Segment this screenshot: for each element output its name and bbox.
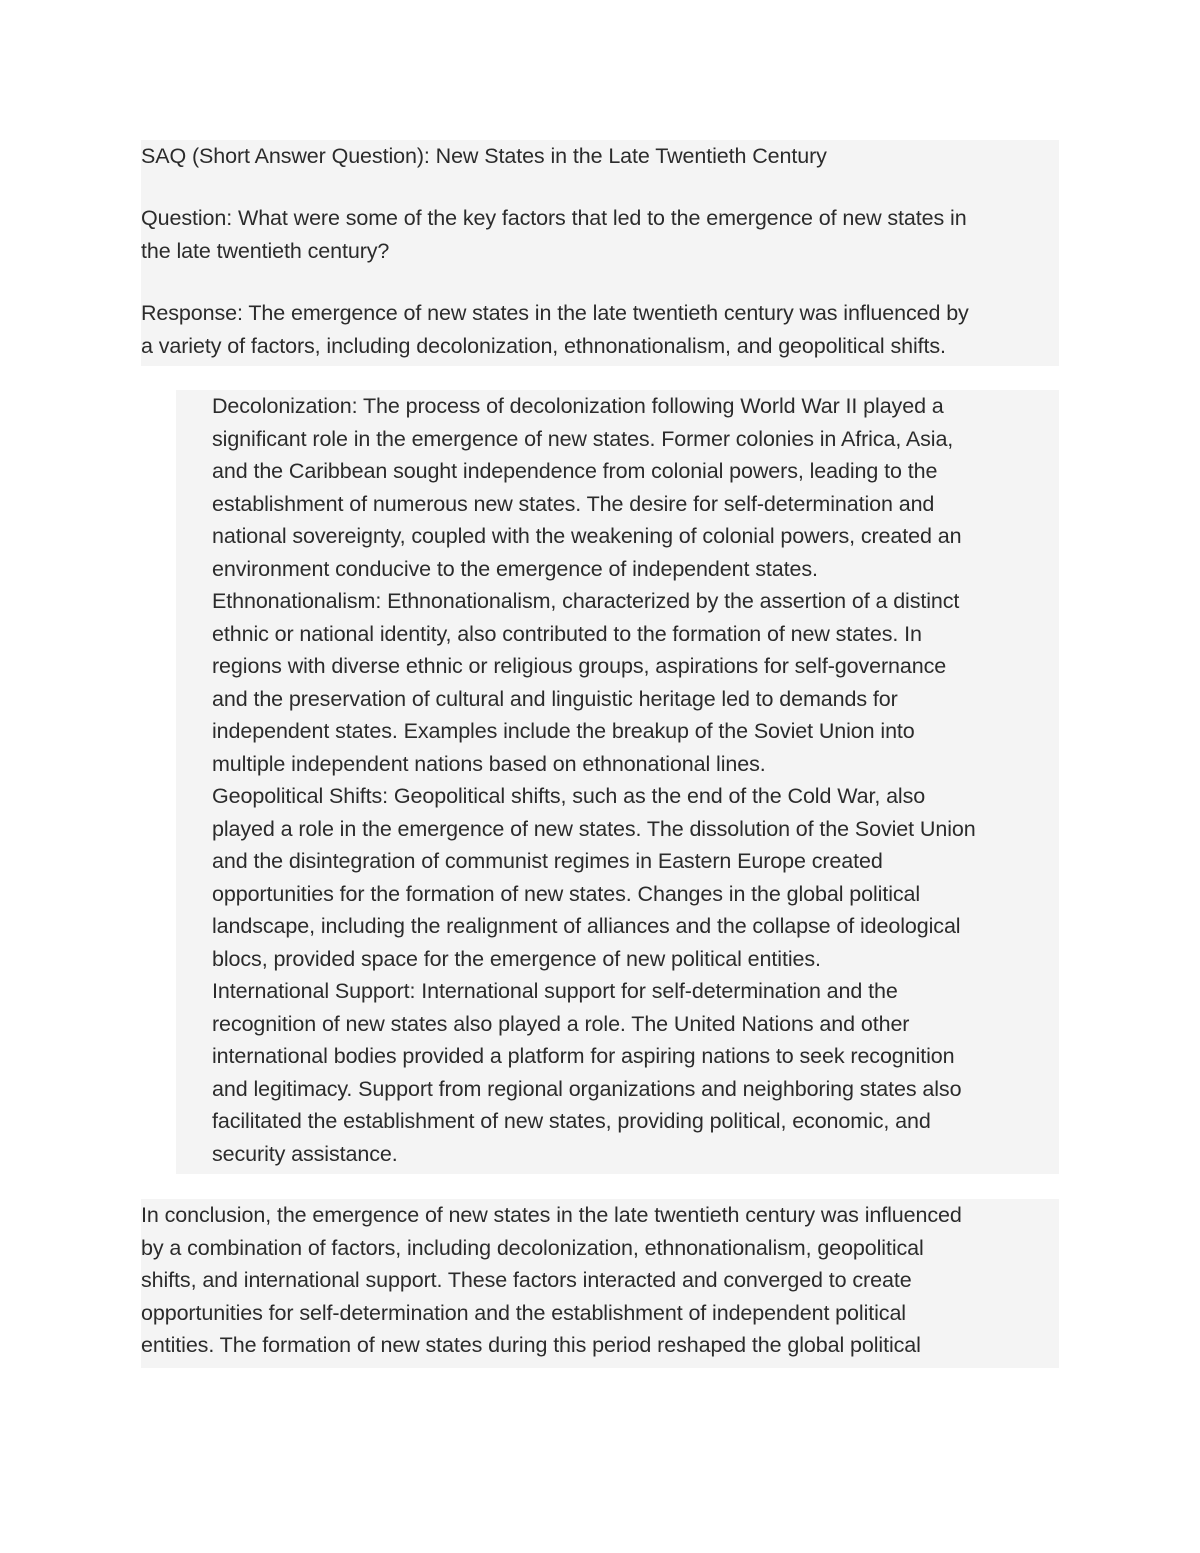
question-line: Question: What were some of the key factors that led to the emergence of new states in [141,206,967,230]
factors-list-block [176,390,1059,1174]
factor-line: Ethnonationalism: Ethnonationalism, characterized by the assertion of a distinct [212,589,960,613]
factor-line: Geopolitical Shifts: Geopolitical shifts, such as the end of the Cold War, also [212,784,926,808]
factor-line: ethnic or national identity, also contributed to the formation of new states. In [212,621,922,646]
factor-line: opportunities for the formation of new states. Changes in the global political [212,881,921,906]
conclusion-block [141,1199,1059,1368]
factor-line: regions with diverse ethnic or religious groups, aspirations for self-governance [212,654,947,678]
factor-line: international bodies provided a platform for aspiring nations to seek recognition [212,1044,955,1068]
factor-line: International Support: International support for self-determination and the [212,979,898,1003]
factor-line: blocs, provided space for the emergence of new political entities. [212,946,821,971]
factor-line: independent states. Examples include the breakup of the Soviet Union into [212,719,915,743]
conclusion-line: In conclusion, the emergence of new states in the late twentieth century was influenced [141,1203,962,1227]
factor-line: establishment of numerous new states. The desire for self-determination and [212,491,935,516]
factor-line: security assistance. [212,1141,398,1166]
conclusion-line: shifts, and international support. These factors interacted and converged to create [141,1268,912,1292]
factor-line: and legitimacy. Support from regional organizations and neighboring states also [212,1076,962,1101]
factor-line: and the preservation of cultural and linguistic heritage led to demands for [212,686,898,711]
question-response-block [141,140,1059,366]
response-line: Response: The emergence of new states in the late twentieth century was influenced by [141,301,969,325]
factor-line: environment conducive to the emergence of independent states. [212,556,818,581]
factor-line: national sovereignty, coupled with the weakening of colonial powers, created an [212,524,962,548]
factor-line: multiple independent nations based on ethnonational lines. [212,751,766,776]
conclusion-line: by a combination of factors, including decolonization, ethnonationalism, geopolitical [141,1235,924,1260]
factor-line: played a role in the emergence of new states. The dissolution of the Soviet Union [212,816,976,841]
factor-line: facilitated the establishment of new states, providing political, economic, and [212,1109,931,1133]
factor-line: significant role in the emergence of new states. Former colonies in Africa, Asia, [212,426,954,451]
conclusion-line: entities. The formation of new states during this period reshaped the global political [141,1333,921,1357]
factor-line: Decolonization: The process of decolonization following World War II played a [212,394,944,418]
document-title: SAQ (Short Answer Question): New States in the Late Twentieth Century [141,144,827,168]
factor-line: recognition of new states also played a role. The United Nations and other [212,1011,910,1036]
factor-line: and the disintegration of communist regimes in Eastern Europe created [212,849,883,873]
factor-line: and the Caribbean sought independence from colonial powers, leading to the [212,459,938,483]
question-line: the late twentieth century? [141,238,390,263]
factor-line: landscape, including the realignment of alliances and the collapse of ideological [212,914,961,938]
conclusion-line: opportunities for self-determination and the establishment of independent political [141,1300,906,1325]
response-line: a variety of factors, including decolonization, ethnonationalism, and geopolitical shifts. [141,333,946,358]
